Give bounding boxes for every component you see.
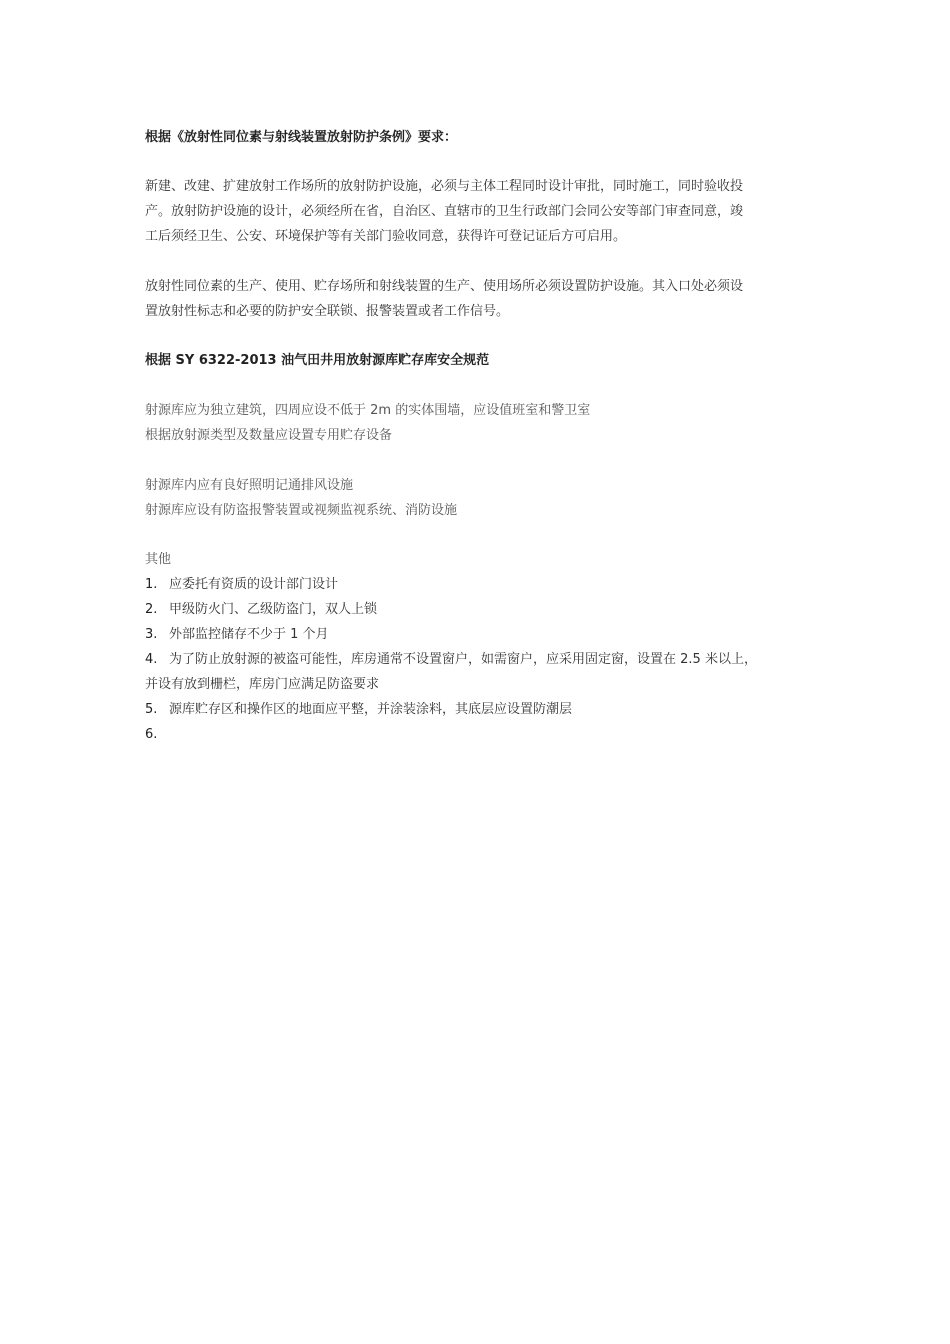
- section1-para1-line: 工后须经卫生、公安、环境保护等有关部门验收同意，获得许可登记证后方可启用。: [145, 229, 627, 244]
- section1-para2-line: 置放射性标志和必要的防护安全联锁、报警装置或者工作信号。: [145, 304, 510, 319]
- list-item-continuation: [145, 676, 379, 694]
- section1-para1-line: 新建、改建、扩建放射工作场所的放射防护设施，必须与主体工程同时设计审批，同时施工，同时验收投: [145, 179, 744, 194]
- list-item-text: 外部监控储存不少于 1 个月: [169, 627, 329, 642]
- list-item: [145, 576, 338, 594]
- list-item: [145, 601, 377, 619]
- list-item-text: 源库贮存区和操作区的地面应平整，并涂装涂料，其底层应设置防潮层: [169, 702, 573, 717]
- list-item-number: 3.: [145, 627, 158, 642]
- list-item-text: 为了防止放射源的被盗可能性，库房通常不设置窗户，如需窗户，应采用固定窗，设置在 2.5 米以上，: [169, 652, 757, 667]
- list-item-number: 4.: [145, 652, 158, 667]
- section2-heading: 根据 SY 6322-2013 油气田井用放射源库贮存库安全规范: [145, 353, 490, 368]
- list-item-number: 2.: [145, 602, 158, 617]
- section2-line: 射源库内应有良好照明记通排风设施: [145, 478, 354, 493]
- list-item-text: 甲级防火门、乙级防盗门，双人上锁: [169, 602, 378, 617]
- list-item-text: 应委托有资质的设计部门设计: [169, 577, 339, 592]
- list-item-number: 1.: [145, 577, 158, 592]
- list-item: [145, 726, 169, 744]
- list-item: [145, 626, 329, 644]
- section1-para1-line: 产。放射防护设施的设计，必须经所在省，自治区、直辖市的卫生行政部门会同公安等部门审查同意，竣: [145, 204, 744, 219]
- section1-heading: 根据《放射性同位素与射线装置放射防护条例》要求：: [145, 130, 458, 145]
- section3-heading: 其他: [145, 552, 172, 567]
- section2-line: 根据放射源类型及数量应设置专用贮存设备: [145, 428, 393, 443]
- section1-para2-line: 放射性同位素的生产、使用、贮存场所和射线装置的生产、使用场所必须设置防护设施。其入口处必须设: [145, 279, 744, 294]
- list-item-number: 5.: [145, 702, 158, 717]
- section2-line: 射源库应为独立建筑，四周应设不低于 2m 的实体围墙，应设值班室和警卫室: [145, 403, 591, 418]
- list-item-text: 并设有放到栅栏，库房门应满足防盗要求: [145, 677, 380, 692]
- section2-line: 射源库应设有防盗报警装置或视频监视系统、消防设施: [145, 503, 458, 518]
- list-item: [145, 701, 572, 719]
- list-item-number: 6.: [145, 727, 158, 742]
- list-item: [145, 651, 757, 669]
